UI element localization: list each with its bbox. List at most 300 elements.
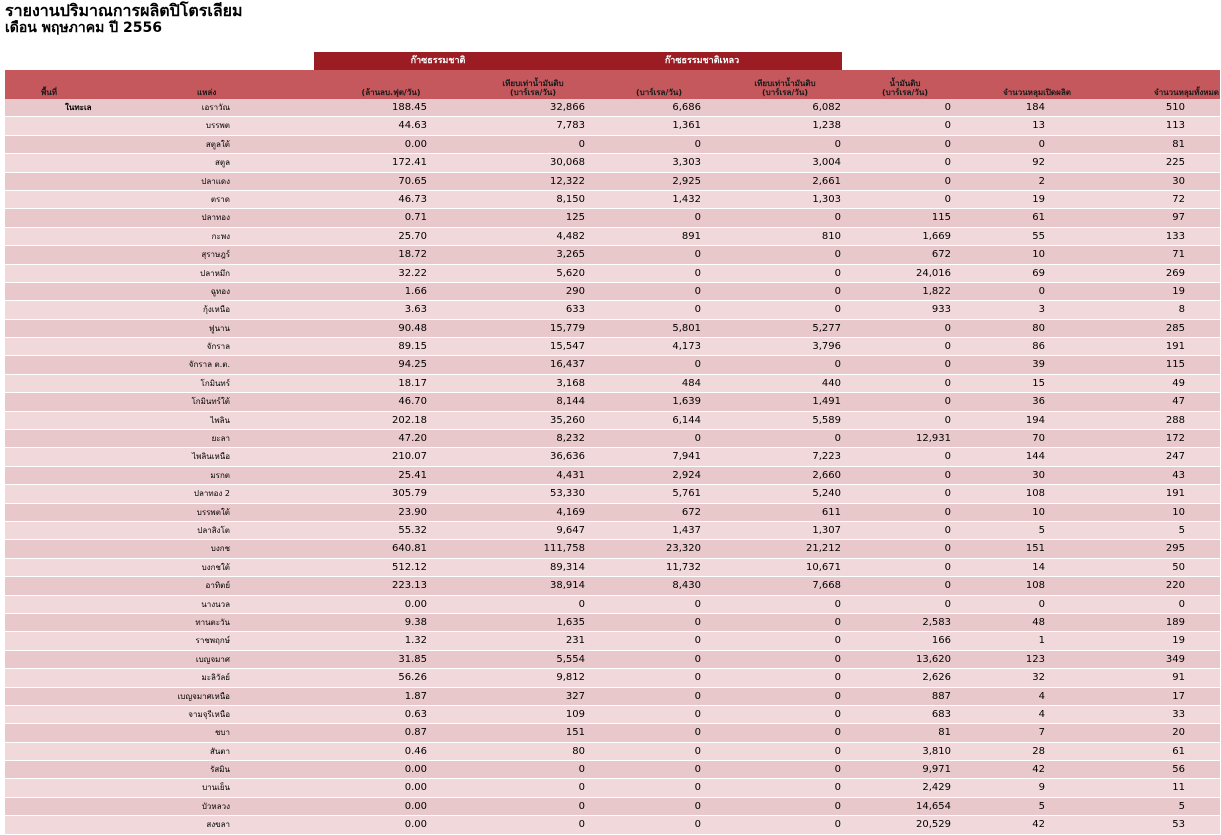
wells-total-cell: 8 <box>1178 304 1185 316</box>
wells-open-cell: 55 <box>1032 230 1045 242</box>
col-crude: น้ำมันดิบ (บาร์เรล/วัน) <box>882 79 928 97</box>
gas-cell: 0.00 <box>404 819 427 831</box>
gas-cell: 1.32 <box>404 635 427 647</box>
gas-boe-cell: 0 <box>578 800 585 812</box>
condensate-boe-cell: 0 <box>834 285 841 297</box>
crude-cell: 13,620 <box>916 653 951 665</box>
crude-cell: 20,529 <box>916 819 951 831</box>
table-row <box>5 706 1220 724</box>
table-row <box>5 669 1220 687</box>
gas-cell: 0.00 <box>404 800 427 812</box>
wells-total-cell: 172 <box>1165 433 1185 445</box>
wells-total-cell: 33 <box>1172 708 1185 720</box>
gas-cell: 0.87 <box>404 727 427 739</box>
condensate-cell: 0 <box>694 249 701 261</box>
table-row <box>5 761 1220 779</box>
wells-open-cell: 39 <box>1032 359 1045 371</box>
wells-total-cell: 53 <box>1172 819 1185 831</box>
table-header <box>5 70 1220 99</box>
crude-cell: 0 <box>944 175 951 187</box>
condensate-cell: 0 <box>694 359 701 371</box>
condensate-boe-cell: 5,277 <box>812 322 841 334</box>
col-cond-boe: เทียบเท่าน้ำมันดิบ (บาร์เรล/วัน) <box>754 79 816 97</box>
condensate-boe-cell: 0 <box>834 745 841 757</box>
crude-cell: 0 <box>944 193 951 205</box>
wells-open-cell: 184 <box>1025 102 1045 113</box>
condensate-boe-cell: 5,589 <box>812 414 841 426</box>
table-row <box>5 485 1220 503</box>
wells-total-cell: 49 <box>1172 377 1185 389</box>
gas-boe-cell: 4,169 <box>556 506 585 518</box>
wells-open-cell: 13 <box>1032 120 1045 132</box>
wells-total-cell: 81 <box>1172 138 1185 150</box>
wells-open-cell: 69 <box>1032 267 1045 279</box>
condensate-boe-cell: 7,223 <box>812 451 841 463</box>
crude-cell: 115 <box>931 212 951 224</box>
crude-cell: 0 <box>944 561 951 573</box>
gas-boe-cell: 8,150 <box>556 193 585 205</box>
table-row <box>5 228 1220 246</box>
crude-cell: 12,931 <box>916 433 951 445</box>
field-cell: นางนวล <box>201 599 230 609</box>
gas-cell: 25.70 <box>398 230 427 242</box>
gas-cell: 0.00 <box>404 598 427 610</box>
condensate-boe-cell: 0 <box>834 433 841 445</box>
area-cell: ในทะเล <box>65 103 92 112</box>
wells-open-cell: 80 <box>1032 322 1045 334</box>
crude-cell: 2,429 <box>922 782 951 794</box>
wells-open-cell: 123 <box>1025 653 1045 665</box>
wells-open-cell: 7 <box>1038 727 1045 739</box>
condensate-cell: 5,761 <box>672 488 701 500</box>
condensate-cell: 0 <box>694 764 701 776</box>
condensate-boe-cell: 1,238 <box>812 120 841 132</box>
table-row <box>5 743 1220 761</box>
gas-boe-cell: 109 <box>565 708 585 720</box>
gas-boe-cell: 9,647 <box>556 524 585 536</box>
gas-boe-cell: 35,260 <box>550 414 585 426</box>
field-cell: ชบา <box>215 728 230 738</box>
wells-total-cell: 71 <box>1172 249 1185 261</box>
gas-boe-cell: 7,783 <box>556 120 585 132</box>
gas-boe-cell: 151 <box>565 727 585 739</box>
table-row <box>5 173 1220 191</box>
crude-cell: 0 <box>944 451 951 463</box>
condensate-cell: 0 <box>694 304 701 316</box>
wells-open-cell: 0 <box>1038 598 1045 610</box>
crude-cell: 1,669 <box>922 230 951 242</box>
gas-cell: 90.48 <box>398 322 427 334</box>
crude-cell: 683 <box>931 708 951 720</box>
gas-boe-cell: 3,265 <box>556 249 585 261</box>
field-cell: เบญจมาศเหนือ <box>177 691 230 701</box>
table-row <box>5 154 1220 172</box>
gas-cell: 305.79 <box>392 488 427 500</box>
wells-total-cell: 17 <box>1172 690 1185 702</box>
wells-total-cell: 20 <box>1172 727 1185 739</box>
wells-total-cell: 220 <box>1165 580 1185 592</box>
field-cell: ปลาหมึก <box>200 268 230 278</box>
gas-cell: 56.26 <box>398 672 427 684</box>
field-cell: บงกช <box>210 544 230 554</box>
gas-cell: 31.85 <box>398 653 427 665</box>
wells-open-cell: 3 <box>1038 304 1045 316</box>
gas-cell: 188.45 <box>392 102 427 113</box>
wells-total-cell: 288 <box>1165 414 1185 426</box>
condensate-cell: 484 <box>681 377 701 389</box>
condensate-cell: 0 <box>694 267 701 279</box>
table-row <box>5 301 1220 319</box>
field-cell: มรกต <box>210 470 230 480</box>
wells-total-cell: 189 <box>1165 616 1185 628</box>
wells-total-cell: 19 <box>1172 635 1185 647</box>
condensate-boe-cell: 21,212 <box>806 543 841 555</box>
crude-cell: 933 <box>931 304 951 316</box>
condensate-boe-cell: 0 <box>834 616 841 628</box>
wells-open-cell: 4 <box>1038 690 1045 702</box>
condensate-cell: 0 <box>694 138 701 150</box>
gas-boe-cell: 5,554 <box>556 653 585 665</box>
wells-open-cell: 14 <box>1032 561 1045 573</box>
gas-boe-cell: 30,068 <box>550 157 585 169</box>
condensate-cell: 0 <box>694 635 701 647</box>
wells-total-cell: 247 <box>1165 451 1185 463</box>
gas-boe-cell: 12,322 <box>550 175 585 187</box>
field-cell: บรรพตใต้ <box>196 507 230 517</box>
field-cell: สันตา <box>209 746 230 756</box>
condensate-boe-cell: 0 <box>834 249 841 261</box>
condensate-boe-cell: 3,796 <box>812 341 841 353</box>
gas-boe-cell: 15,779 <box>550 322 585 334</box>
crude-cell: 0 <box>944 377 951 389</box>
field-cell: โกมินทร์ใต้ <box>191 397 230 407</box>
field-cell: ทานตะวัน <box>195 617 230 627</box>
field-cell: กุ้งเหนือ <box>202 305 230 315</box>
wells-open-cell: 86 <box>1032 341 1045 353</box>
crude-cell: 0 <box>944 322 951 334</box>
field-cell: บรรพต <box>205 121 230 131</box>
condensate-boe-cell: 2,661 <box>812 175 841 187</box>
field-cell: บงกชใต้ <box>201 562 230 572</box>
gas-cell: 9.38 <box>404 616 427 628</box>
gas-boe-cell: 8,144 <box>556 396 585 408</box>
condensate-cell: 0 <box>694 285 701 297</box>
gas-boe-cell: 8,232 <box>556 433 585 445</box>
field-cell: ปลาทอง <box>201 213 230 223</box>
crude-cell: 0 <box>944 341 951 353</box>
field-cell: ปลาทอง 2 <box>193 489 230 499</box>
crude-cell: 0 <box>944 580 951 592</box>
gas-cell: 32.22 <box>398 267 427 279</box>
crude-cell: 2,583 <box>922 616 951 628</box>
wells-open-cell: 108 <box>1025 488 1045 500</box>
condensate-cell: 5,801 <box>672 322 701 334</box>
table-row <box>5 136 1220 154</box>
condensate-boe-cell: 440 <box>821 377 841 389</box>
condensate-boe-cell: 0 <box>834 359 841 371</box>
col-area: พื้นที่ <box>41 88 58 97</box>
condensate-boe-cell: 810 <box>821 230 841 242</box>
condensate-cell: 0 <box>694 672 701 684</box>
crude-cell: 0 <box>944 138 951 150</box>
gas-boe-cell: 89,314 <box>550 561 585 573</box>
gas-cell: 0.46 <box>404 745 427 757</box>
table-row <box>5 356 1220 374</box>
table-row <box>5 320 1220 338</box>
group-header-natural-gas: ก๊าซธรรมชาติ <box>314 52 562 70</box>
table-row <box>5 467 1220 485</box>
field-cell: บัวหลวง <box>201 801 230 811</box>
wells-total-cell: 50 <box>1172 561 1185 573</box>
col-gas-boe: เทียบเท่าน้ำมันดิบ (บาร์เรล/วัน) <box>502 79 564 97</box>
gas-boe-cell: 16,437 <box>550 359 585 371</box>
wells-total-cell: 191 <box>1165 341 1185 353</box>
wells-open-cell: 144 <box>1025 451 1045 463</box>
field-cell: จักราล ต.ต. <box>188 360 230 370</box>
crude-cell: 672 <box>931 249 951 261</box>
wells-open-cell: 42 <box>1032 819 1045 831</box>
gas-boe-cell: 231 <box>565 635 585 647</box>
wells-open-cell: 61 <box>1032 212 1045 224</box>
condensate-boe-cell: 0 <box>834 819 841 831</box>
wells-total-cell: 295 <box>1165 543 1185 555</box>
gas-cell: 46.73 <box>398 193 427 205</box>
condensate-boe-cell: 1,307 <box>812 524 841 536</box>
table-row <box>5 375 1220 393</box>
wells-total-cell: 10 <box>1172 506 1185 518</box>
crude-cell: 0 <box>944 414 951 426</box>
condensate-boe-cell: 611 <box>821 506 841 518</box>
crude-cell: 1,822 <box>922 285 951 297</box>
condensate-boe-cell: 6,082 <box>812 102 841 113</box>
gas-boe-cell: 290 <box>565 285 585 297</box>
gas-cell: 18.17 <box>398 377 427 389</box>
table-row <box>5 577 1220 595</box>
field-cell: มะลิวัลย์ <box>201 673 230 683</box>
field-cell: ยะลา <box>211 434 230 444</box>
crude-cell: 3,810 <box>922 745 951 757</box>
report-header <box>5 2 243 36</box>
table-row <box>5 430 1220 448</box>
gas-cell: 172.41 <box>392 157 427 169</box>
table-row <box>5 522 1220 540</box>
gas-cell: 55.32 <box>398 524 427 536</box>
gas-cell: 70.65 <box>398 175 427 187</box>
field-cell: จามจุรีเหนือ <box>188 709 230 719</box>
condensate-boe-cell: 0 <box>834 764 841 776</box>
table-row <box>5 779 1220 797</box>
wells-open-cell: 70 <box>1032 433 1045 445</box>
wells-total-cell: 113 <box>1165 120 1185 132</box>
table-row <box>5 632 1220 650</box>
field-cell: อาทิตย์ <box>205 581 230 591</box>
condensate-cell: 0 <box>694 433 701 445</box>
condensate-cell: 1,361 <box>672 120 701 132</box>
table-row <box>5 596 1220 614</box>
gas-boe-cell: 4,431 <box>556 469 585 481</box>
condensate-boe-cell: 0 <box>834 653 841 665</box>
gas-cell: 46.70 <box>398 396 427 408</box>
table-row <box>5 283 1220 301</box>
field-cell: สงขลา <box>206 820 230 830</box>
condensate-cell: 7,941 <box>672 451 701 463</box>
wells-open-cell: 5 <box>1038 524 1045 536</box>
gas-boe-cell: 0 <box>578 138 585 150</box>
gas-cell: 44.63 <box>398 120 427 132</box>
field-cell: ฟูนาน <box>208 323 230 333</box>
table-row <box>5 338 1220 356</box>
field-cell: เอราวัณ <box>201 103 230 112</box>
wells-open-cell: 10 <box>1032 506 1045 518</box>
gas-boe-cell: 3,168 <box>556 377 585 389</box>
wells-open-cell: 48 <box>1032 616 1045 628</box>
gas-boe-cell: 15,547 <box>550 341 585 353</box>
condensate-boe-cell: 1,491 <box>812 396 841 408</box>
crude-cell: 81 <box>938 727 951 739</box>
table-row <box>5 540 1220 558</box>
field-cell: รัสมิน <box>210 765 230 775</box>
crude-cell: 0 <box>944 488 951 500</box>
table-row <box>5 614 1220 632</box>
condensate-boe-cell: 0 <box>834 708 841 720</box>
crude-cell: 2,626 <box>922 672 951 684</box>
wells-total-cell: 133 <box>1165 230 1185 242</box>
gas-cell: 0.00 <box>404 138 427 150</box>
gas-cell: 202.18 <box>392 414 427 426</box>
group-header-condensate: ก๊าซธรรมชาติเหลว <box>562 52 842 70</box>
col-wells-total: จำนวนหลุมทั้งหมด <box>1154 88 1219 97</box>
table-row <box>5 448 1220 466</box>
table-row <box>5 412 1220 430</box>
gas-cell: 1.66 <box>404 285 427 297</box>
wells-open-cell: 1 <box>1038 635 1045 647</box>
gas-cell: 210.07 <box>392 451 427 463</box>
table-row <box>5 99 1220 117</box>
wells-open-cell: 108 <box>1025 580 1045 592</box>
condensate-cell: 0 <box>694 616 701 628</box>
wells-total-cell: 97 <box>1172 212 1185 224</box>
field-cell: สุราษฎร์ <box>201 250 230 260</box>
condensate-boe-cell: 0 <box>834 138 841 150</box>
condensate-boe-cell: 2,660 <box>812 469 841 481</box>
wells-open-cell: 10 <box>1032 249 1045 261</box>
col-cond-bpd: (บาร์เรล/วัน) <box>636 88 682 97</box>
field-cell: จักราล <box>206 342 230 352</box>
condensate-cell: 1,432 <box>672 193 701 205</box>
condensate-boe-cell: 0 <box>834 598 841 610</box>
table-row <box>5 117 1220 135</box>
gas-cell: 89.15 <box>398 341 427 353</box>
gas-boe-cell: 0 <box>578 764 585 776</box>
wells-total-cell: 19 <box>1172 285 1185 297</box>
wells-open-cell: 30 <box>1032 469 1045 481</box>
gas-cell: 47.20 <box>398 433 427 445</box>
condensate-cell: 2,925 <box>672 175 701 187</box>
wells-total-cell: 56 <box>1172 764 1185 776</box>
table-row <box>5 246 1220 264</box>
table-row <box>5 393 1220 411</box>
wells-total-cell: 285 <box>1165 322 1185 334</box>
gas-cell: 25.41 <box>398 469 427 481</box>
gas-boe-cell: 38,914 <box>550 580 585 592</box>
condensate-cell: 1,437 <box>672 524 701 536</box>
field-cell: ปลาสิงโต <box>197 525 230 535</box>
gas-cell: 640.81 <box>392 543 427 555</box>
wells-total-cell: 115 <box>1165 359 1185 371</box>
gas-boe-cell: 9,812 <box>556 672 585 684</box>
gas-cell: 94.25 <box>398 359 427 371</box>
condensate-cell: 6,144 <box>672 414 701 426</box>
gas-cell: 1.87 <box>404 690 427 702</box>
condensate-boe-cell: 1,303 <box>812 193 841 205</box>
gas-boe-cell: 4,482 <box>556 230 585 242</box>
wells-open-cell: 42 <box>1032 764 1045 776</box>
table-row <box>5 651 1220 669</box>
col-field: แหล่ง <box>197 88 217 97</box>
crude-cell: 0 <box>944 543 951 555</box>
table-row <box>5 209 1220 227</box>
wells-total-cell: 43 <box>1172 469 1185 481</box>
field-cell: สตูลใต้ <box>205 139 230 149</box>
condensate-cell: 6,686 <box>672 102 701 113</box>
table-row <box>5 798 1220 816</box>
condensate-cell: 8,430 <box>672 580 701 592</box>
wells-total-cell: 510 <box>1165 102 1185 113</box>
condensate-cell: 23,320 <box>666 543 701 555</box>
crude-cell: 166 <box>931 635 951 647</box>
condensate-cell: 0 <box>694 727 701 739</box>
condensate-cell: 0 <box>694 690 701 702</box>
wells-open-cell: 4 <box>1038 708 1045 720</box>
wells-total-cell: 5 <box>1178 524 1185 536</box>
gas-cell: 512.12 <box>392 561 427 573</box>
gas-cell: 0.71 <box>404 212 427 224</box>
col-wells-open: จำนวนหลุมเปิดผลิต <box>1003 88 1071 97</box>
gas-boe-cell: 80 <box>572 745 585 757</box>
gas-cell: 0.00 <box>404 782 427 794</box>
page-title: รายงานปริมาณการผลิตปิโตรเลียม <box>5 1 243 20</box>
condensate-cell: 891 <box>681 230 701 242</box>
condensate-cell: 1,639 <box>672 396 701 408</box>
wells-open-cell: 194 <box>1025 414 1045 426</box>
table-row <box>5 724 1220 742</box>
gas-boe-cell: 125 <box>565 212 585 224</box>
crude-cell: 0 <box>944 102 951 113</box>
condensate-boe-cell: 5,240 <box>812 488 841 500</box>
condensate-cell: 3,303 <box>672 157 701 169</box>
wells-total-cell: 0 <box>1178 598 1185 610</box>
table-row <box>5 559 1220 577</box>
crude-cell: 0 <box>944 120 951 132</box>
table-row <box>5 265 1220 283</box>
crude-cell: 0 <box>944 598 951 610</box>
condensate-cell: 0 <box>694 800 701 812</box>
condensate-cell: 0 <box>694 212 701 224</box>
wells-total-cell: 225 <box>1165 157 1185 169</box>
wells-total-cell: 5 <box>1178 800 1185 812</box>
gas-boe-cell: 327 <box>565 690 585 702</box>
wells-total-cell: 91 <box>1172 672 1185 684</box>
gas-boe-cell: 5,620 <box>556 267 585 279</box>
condensate-boe-cell: 0 <box>834 727 841 739</box>
wells-total-cell: 72 <box>1172 193 1185 205</box>
field-cell: ฉูทอง <box>210 286 230 296</box>
condensate-boe-cell: 0 <box>834 635 841 647</box>
condensate-boe-cell: 7,668 <box>812 580 841 592</box>
condensate-boe-cell: 3,004 <box>812 157 841 169</box>
wells-open-cell: 32 <box>1032 672 1045 684</box>
wells-open-cell: 0 <box>1038 138 1045 150</box>
